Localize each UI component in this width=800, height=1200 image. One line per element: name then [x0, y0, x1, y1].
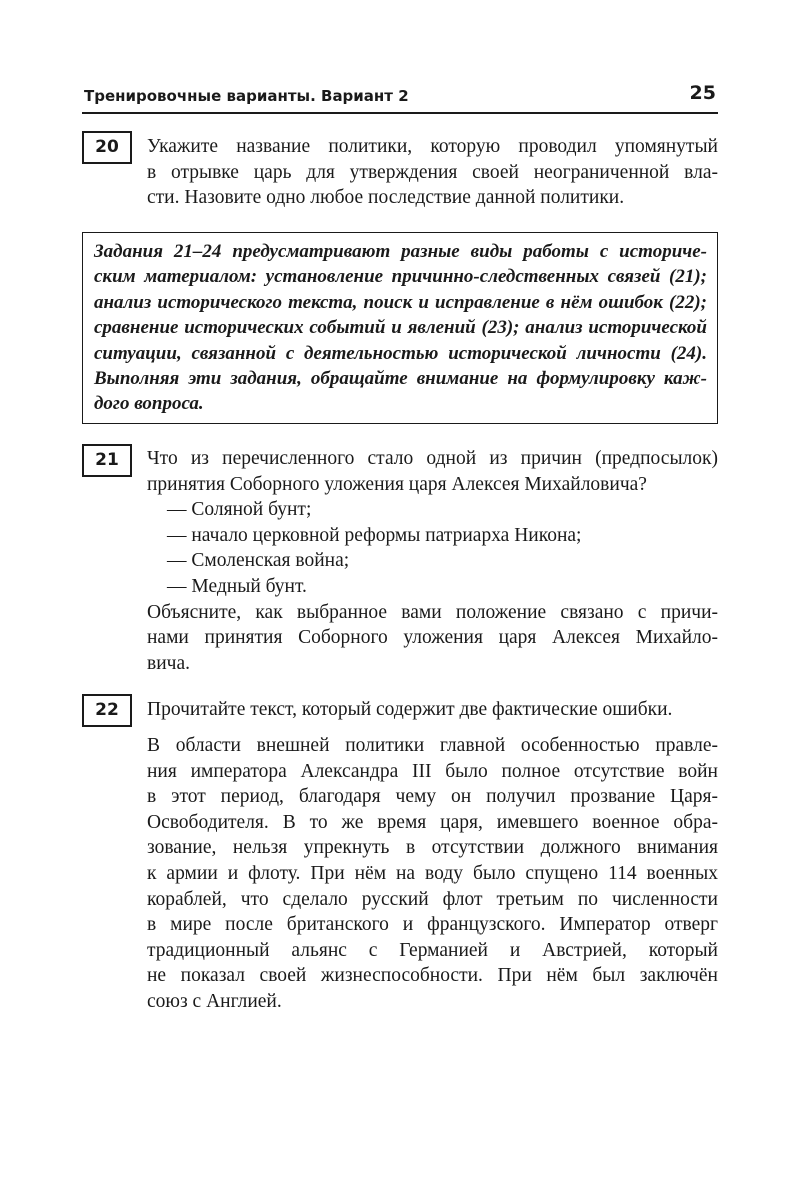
- task-21-text: [147, 446, 718, 676]
- notice-line: ским материалом: установление причинно-следственных связей (21);: [94, 266, 707, 288]
- intro-line: Прочитайте текст, который содержит две фактические ошибки.: [147, 699, 673, 720]
- text-line: кораблей, что сделало русский флот третьим по численности: [147, 888, 718, 910]
- text-line: к армии и флоту. При нём на воду было спущено 114 военных: [147, 862, 718, 884]
- text-line: Освободителя. В то же время царя, имевшего военное обра-: [147, 811, 718, 833]
- text-line: В области внешней политики главной особенностью правле-: [147, 735, 718, 756]
- text-line: в мире после британского и французского. Император отверг: [147, 914, 718, 936]
- task-22-text: [147, 733, 718, 1015]
- text-line: зование, нельзя упрекнуть в отсутствии должного внимания: [147, 837, 718, 859]
- text-line: не показал своей жизнеспособности. При нём был заключён: [147, 965, 718, 987]
- text-line: сти. Назовите одно любое последствие данной политики.: [147, 187, 625, 209]
- option-item: — Соляной бунт;: [167, 499, 312, 521]
- page-number: 25: [689, 82, 716, 104]
- instructions-box: [82, 232, 718, 424]
- notice-line: Задания 21–24 предусматривают разные виды работы с историче-: [94, 241, 707, 262]
- notice-line: сравнение исторических событий и явлений (23); анализ исторической: [94, 317, 707, 339]
- notice-line: анализ исторического текста, поиск и исправление в нём ошибок (22);: [94, 291, 707, 313]
- text-line: Укажите название политики, которую проводил упомянутый: [147, 136, 718, 157]
- explain-line: вича.: [147, 652, 190, 674]
- explain-line: Объясните, как выбранное вами положение связано с причи-: [147, 601, 718, 623]
- task-22-intro: [147, 697, 718, 723]
- option-item: — Смоленская война;: [167, 550, 350, 572]
- explain-line: нами принятия Соборного уложения царя Алексея Михайло-: [147, 627, 718, 649]
- task-number-22: 22: [82, 694, 132, 727]
- task-number-20: 20: [82, 131, 132, 164]
- question-line: Что из перечисленного стало одной из причин (предпосылок): [147, 448, 718, 469]
- text-line: ния императора Александра III было полное отсутствие войн: [147, 760, 718, 782]
- page-header: [82, 82, 718, 114]
- question-line: принятия Соборного уложения царя Алексея Михайловича?: [147, 473, 647, 495]
- task-number-21: 21: [82, 444, 132, 477]
- running-title: Тренировочные варианты. Вариант 2: [84, 87, 409, 105]
- notice-line: ситуации, связанной с деятельностью исторической личности (24).: [94, 342, 707, 364]
- option-item: — начало церковной реформы патриарха Никона;: [167, 524, 582, 546]
- text-line: в этот период, благодаря чему он получил прозвание Царя-: [147, 786, 718, 808]
- option-item: — Медный бунт.: [167, 575, 307, 597]
- task-20-text: [147, 134, 718, 211]
- text-line: союз с Англией.: [147, 990, 282, 1012]
- text-line: в отрывке царь для утверждения своей неограниченной вла-: [147, 161, 718, 183]
- notice-line: Выполняя эти задания, обращайте внимание на формулировку каж-: [94, 368, 707, 390]
- notice-line: дого вопроса.: [94, 393, 204, 415]
- text-line: традиционный альянс с Германией и Австрией, который: [147, 939, 718, 961]
